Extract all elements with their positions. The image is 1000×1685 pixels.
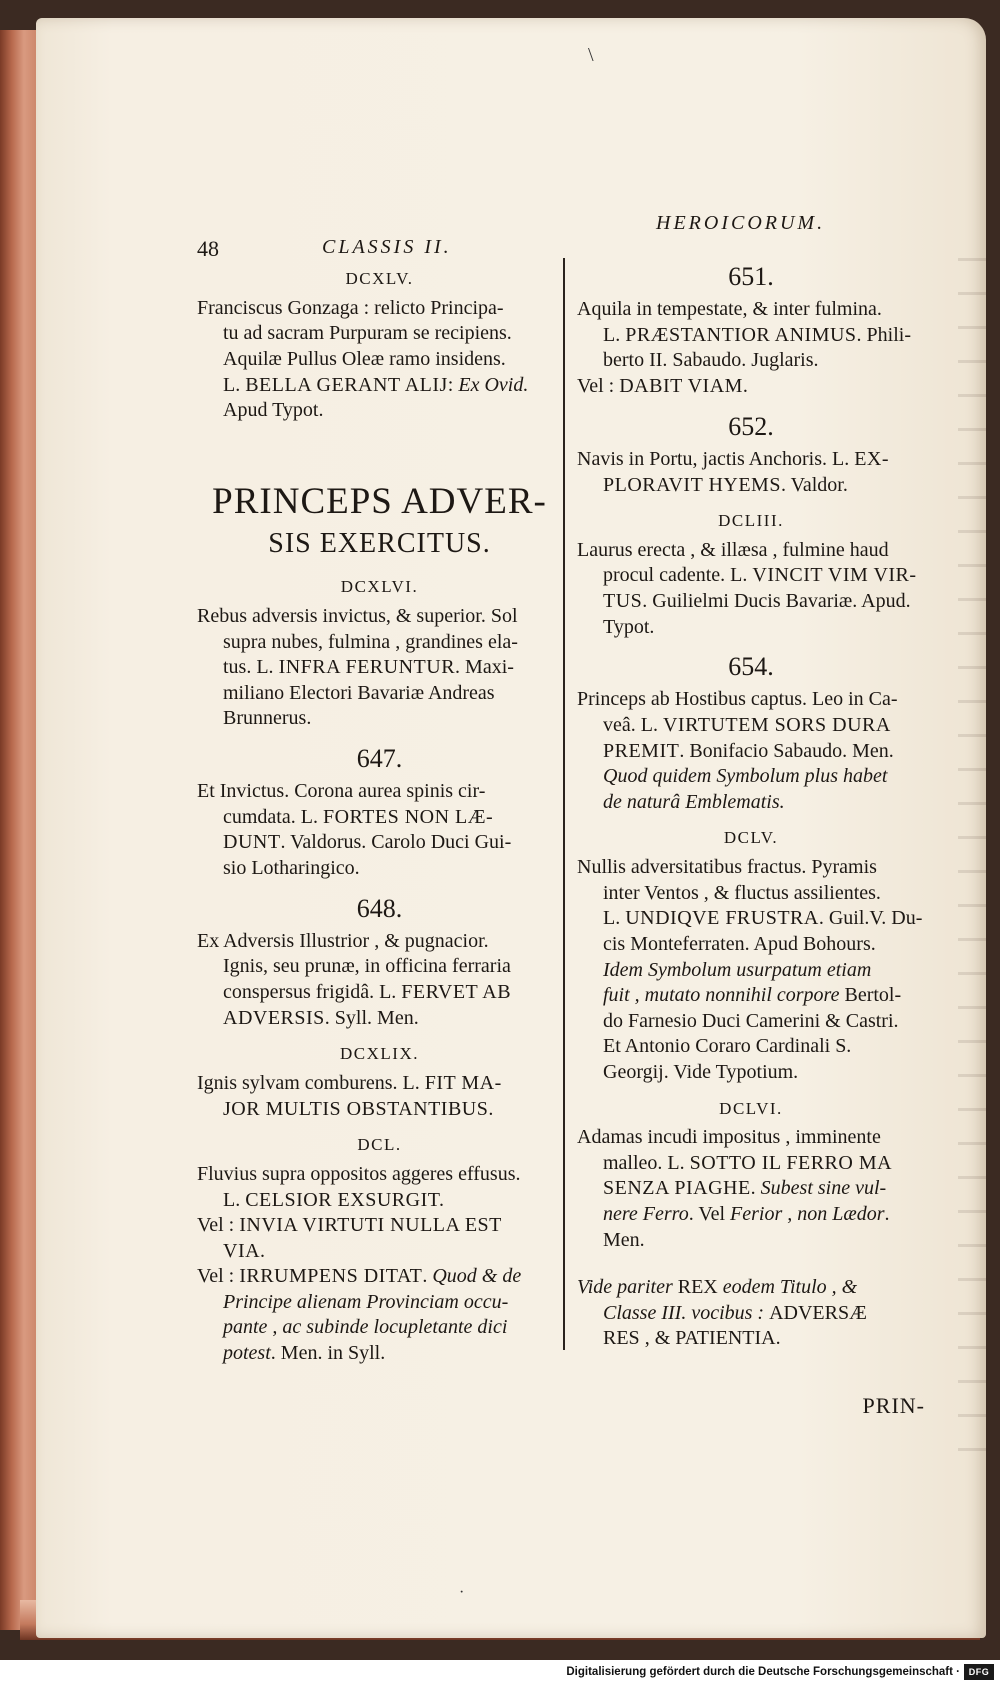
- motto: CELSIOR EXSURGIT.: [245, 1188, 445, 1211]
- entry-number: DCLV.: [723, 828, 779, 848]
- motto: VIA.: [223, 1239, 266, 1262]
- text-fragment: L.: [223, 1188, 246, 1211]
- margin-mark-bottom: ·: [459, 1584, 465, 1601]
- motto: TUS: [603, 590, 643, 613]
- entry-number: DCLIII.: [718, 511, 784, 531]
- motto: VINCIT VIM VIR-: [752, 564, 917, 587]
- text-fragment: . Guilielmi Ducis Bavariæ. Apud.: [642, 590, 911, 613]
- entry-text: [197, 929, 562, 1031]
- motto: SENZA PIAGHE: [603, 1177, 751, 1200]
- text-fragment: . Guil.V. Du-: [818, 907, 923, 930]
- entry-number: DCXLVI.: [340, 577, 419, 597]
- commentary: Quod & de: [432, 1265, 522, 1288]
- text-line: Fluvius supra oppositos aggeres effusus.: [197, 1162, 521, 1185]
- text-fragment: .: [750, 1177, 761, 1200]
- entry-number: DCLVI.: [719, 1098, 783, 1118]
- text-fragment: conspersus frigidâ. L.: [223, 981, 402, 1004]
- text-line: Et Invictus. Corona aurea spinis cir-: [197, 780, 486, 803]
- entry-number: 647.: [356, 743, 403, 773]
- motto: FERVET AB: [401, 981, 512, 1004]
- text-line: Aquila in tempestate, & inter fulmina.: [577, 298, 882, 321]
- entry-text: [197, 1162, 562, 1367]
- text-line: sio Lotharingico.: [223, 857, 360, 879]
- motto: IRRUMPENS DITAT: [239, 1265, 423, 1288]
- text-fragment: .: [422, 1265, 433, 1288]
- text-line: Ex Adversis Illustrior , & pugnacior.: [197, 929, 489, 952]
- text-line: Apud Typot.: [223, 399, 324, 422]
- text-line: Aquilæ Pullus Oleæ ramo insidens.: [223, 347, 506, 370]
- text-line: Typot.: [603, 615, 655, 638]
- entry-text: [197, 604, 562, 732]
- motto: INFRA FERUNTUR: [278, 656, 456, 679]
- text-fragment: . Valdor.: [780, 473, 848, 496]
- entry-number: 654.: [728, 652, 774, 682]
- text-fragment: .: [884, 1203, 890, 1226]
- running-head-left: CLASSIS II.: [322, 236, 452, 258]
- commentary: Subest sine vul-: [760, 1177, 887, 1200]
- text-line: tu ad sacram Purpuram se recipiens.: [223, 322, 512, 345]
- motto: DABIT VIAM.: [619, 375, 749, 398]
- text-fragment: L.: [603, 323, 626, 346]
- text-fragment: ADVERSÆ: [769, 1301, 867, 1324]
- text-line: miliano Electori Bavariæ Andreas: [223, 681, 495, 704]
- funding-credit: Digitalisierung gefördert durch die Deutsche Forschungsgemeinschaft ·: [566, 1666, 960, 1678]
- entry-text: [577, 297, 925, 399]
- cross-reference: [577, 1275, 925, 1352]
- commentary: de naturâ Emblematis.: [603, 790, 785, 813]
- motto: FORTES NON LÆ-: [322, 805, 494, 828]
- entry-number: DCXLIX.: [340, 1044, 419, 1064]
- entry-text: [577, 538, 925, 640]
- motto: INVIA VIRTUTI NULLA EST: [239, 1214, 502, 1237]
- text-line: Rebus adversis invictus, & superior. Sol: [197, 604, 518, 627]
- entry-text: [577, 447, 925, 498]
- text-fragment: tus. L.: [223, 656, 279, 679]
- text-fragment: . Bonifacio Sabaudo. Men.: [679, 739, 894, 762]
- entry-text: [197, 1071, 562, 1122]
- text-fragment: . Phili-: [856, 323, 911, 346]
- right-column: [577, 250, 925, 1420]
- left-column: [197, 256, 562, 1367]
- text-line: Et Antonio Coraro Cardinali S.: [603, 1035, 852, 1058]
- book-edge-left: [0, 30, 40, 1630]
- text-fragment: Navis in Portu, jactis Anchoris. L.: [577, 447, 855, 470]
- text-line: do Farnesio Duci Camerini & Castri.: [603, 1009, 899, 1032]
- motto: BELLA GERANT ALIJ: [245, 373, 448, 396]
- commentary: Ferior , non Lædor: [730, 1203, 885, 1226]
- entry-text: [197, 779, 562, 881]
- text-fragment: , &: [639, 1327, 676, 1350]
- entry-number: DCXLV.: [345, 269, 414, 288]
- commentary: nere Ferro: [603, 1203, 689, 1226]
- motto: PRÆSTANTIOR ANIMUS: [625, 323, 857, 346]
- text-fragment: . Valdorus. Carolo Duci Gui-: [280, 831, 512, 854]
- text-fragment: :: [447, 373, 459, 396]
- motto: UNDIQVE FRUSTRA: [625, 907, 819, 930]
- motto: ADVERSIS: [223, 1006, 325, 1029]
- text-fragment: L.: [603, 907, 626, 930]
- entry-number: DCL.: [357, 1135, 402, 1155]
- text-fragment: Classe III. vocibus :: [603, 1301, 770, 1324]
- text-fragment: Vel :: [577, 375, 620, 398]
- text-line: Franciscus Gonzaga : relicto Principa-: [197, 296, 504, 319]
- commentary: fuit , mutato nonnihil corpore: [603, 984, 845, 1007]
- text-fragment: . Syll. Men.: [324, 1006, 419, 1029]
- motto: JOR MULTIS OBSTANTIBUS.: [223, 1097, 494, 1120]
- text-fragment: veâ. L.: [603, 714, 663, 737]
- entry-text: [197, 296, 562, 424]
- footer-bar: [0, 1660, 1000, 1685]
- text-line: inter Ventos , & fluctus assilientes.: [603, 881, 881, 904]
- entry-number: 651.: [728, 262, 774, 291]
- motto: FIT MA-: [424, 1071, 502, 1094]
- text-fragment: cumdata. L.: [223, 805, 323, 828]
- motto: SOTTO IL FERRO MA: [689, 1151, 893, 1174]
- commentary: Quod quidem Symbolum plus habet: [603, 765, 888, 788]
- motto: EX-: [854, 447, 890, 470]
- text-fragment: procul cadente. L.: [603, 564, 753, 587]
- entry-number: 648.: [356, 893, 403, 923]
- text-line: berto II. Sabaudo. Juglaris.: [603, 349, 819, 372]
- page-number: 48: [197, 236, 219, 261]
- motto: PLORAVIT HYEMS: [603, 473, 781, 496]
- text-line: Ignis, seu prunæ, in officina ferraria: [223, 955, 511, 978]
- entry-text: [577, 687, 925, 815]
- text-fragment: REX: [677, 1276, 718, 1299]
- commentary: Principe alienam Provinciam occu-: [223, 1290, 509, 1313]
- commentary: Idem Symbolum usurpatum etiam: [603, 958, 872, 981]
- text-fragment: malleo. L.: [603, 1151, 690, 1174]
- margin-mark-top: \: [588, 44, 594, 66]
- facing-page-bleed: [958, 258, 986, 1458]
- commentary: potest: [223, 1342, 271, 1365]
- text-line: Brunnerus.: [223, 707, 312, 730]
- entry-text: [577, 855, 925, 1085]
- commentary: pante , ac subinde locupletante dici: [223, 1316, 508, 1339]
- text-fragment: RES: [603, 1327, 640, 1350]
- section-title-line-2: SIS EXERCITUS.: [268, 528, 491, 560]
- text-line: Princeps ab Hostibus captus. Leo in Ca-: [577, 688, 898, 711]
- text-fragment: L.: [223, 373, 246, 396]
- column-divider: [563, 258, 565, 1350]
- running-head-right: HEROICORUM.: [656, 212, 826, 234]
- entry-number: 652.: [728, 411, 774, 441]
- text-line: supra nubes, fulmina , grandines ela-: [223, 630, 518, 653]
- text-fragment: . Maxi-: [455, 656, 514, 679]
- text-fragment: Bertol-: [844, 984, 902, 1007]
- text-line: Men.: [603, 1228, 645, 1251]
- dfg-logo: DFG: [964, 1664, 994, 1680]
- section-title: PRINCEPS ADVER-: [212, 480, 547, 522]
- text-line: Nullis adversitatibus fractus. Pyramis: [577, 856, 877, 879]
- text-fragment: . Men. in Syll.: [270, 1342, 386, 1365]
- motto: PREMIT: [603, 739, 680, 762]
- text-fragment: eodem Titulo , &: [717, 1276, 858, 1299]
- text-fragment: Ignis sylvam comburens. L.: [197, 1071, 425, 1094]
- source-reference: Ex Ovid.: [458, 373, 529, 396]
- catchword: PRIN-: [862, 1393, 925, 1419]
- text-fragment: Vide pariter: [577, 1276, 678, 1299]
- text-fragment: PATIENTIA.: [675, 1327, 781, 1350]
- motto: DUNT: [223, 831, 281, 854]
- text-fragment: . Vel: [688, 1203, 731, 1226]
- text-line: Adamas incudi impositus , imminente: [577, 1126, 881, 1149]
- text-line: Georgij. Vide Typotium.: [603, 1060, 799, 1083]
- entry-text: [577, 1125, 925, 1253]
- text-line: cis Monteferraten. Apud Bohours.: [603, 932, 876, 955]
- motto: VIRTUTEM SORS DURA: [662, 714, 891, 737]
- text-fragment: Vel :: [197, 1214, 240, 1237]
- text-line: Laurus erecta , & illæsa , fulmine haud: [577, 538, 889, 561]
- text-fragment: Vel :: [197, 1265, 240, 1288]
